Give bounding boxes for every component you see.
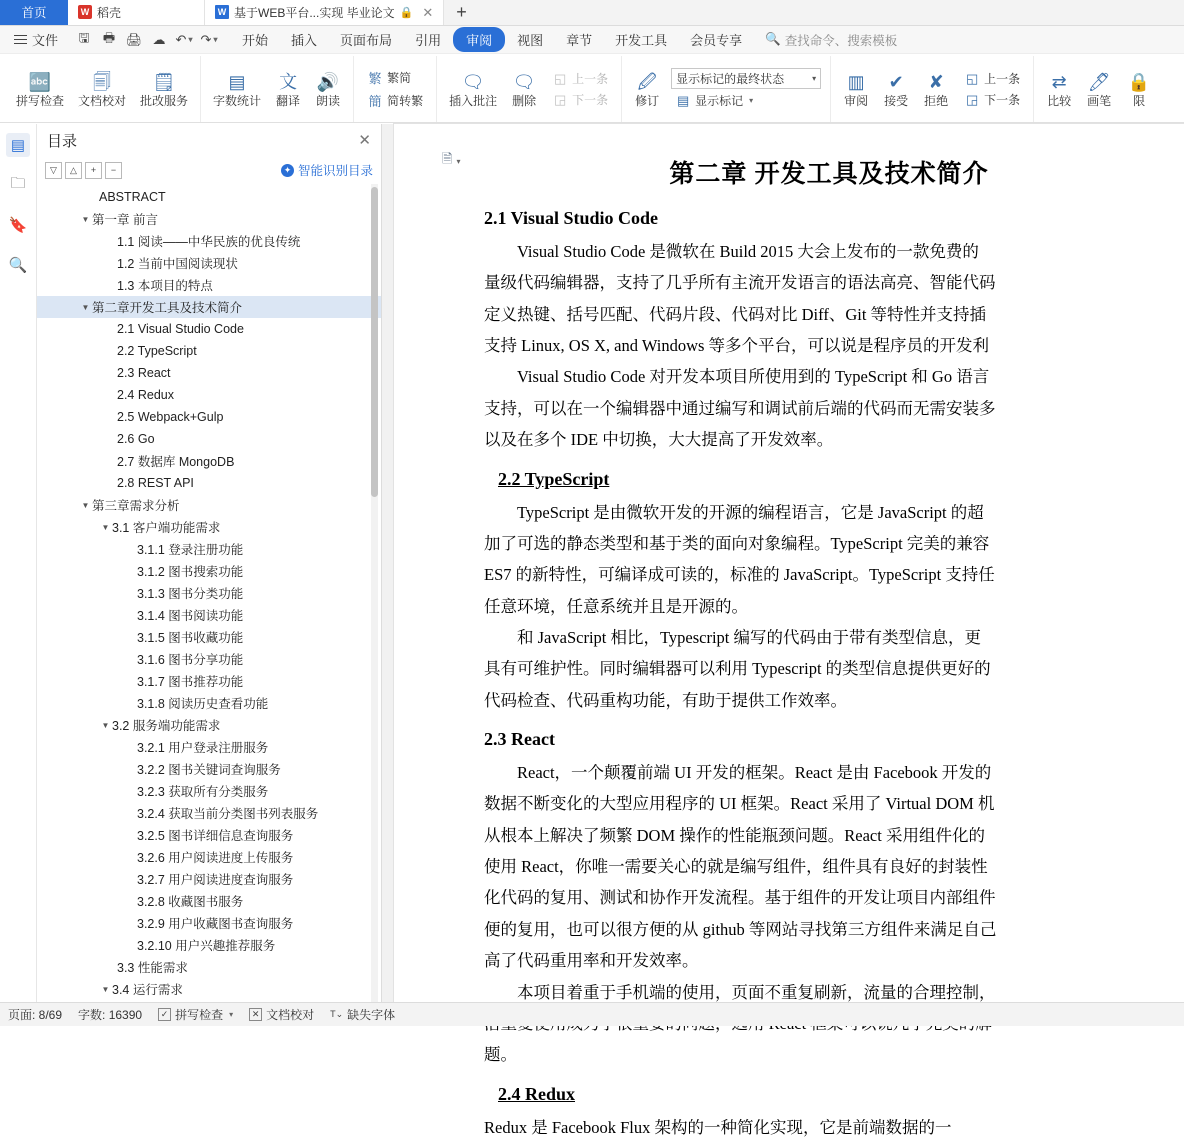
outline-item[interactable] <box>37 472 381 494</box>
spellcheck-status-button[interactable] <box>158 1006 233 1023</box>
outline-item[interactable] <box>37 494 381 516</box>
paragraph: 代码检查、代码重构功能，有助于提供工作效率。 <box>484 690 847 710</box>
document-proofread-label: 文档校对 <box>78 93 127 108</box>
outline-item[interactable] <box>37 604 381 626</box>
translate-icon: 文 <box>279 71 298 92</box>
outline-item-label: 2.2 TypeScript <box>117 344 197 358</box>
ribbon-group-comments <box>437 56 622 122</box>
spellcheck-icon: 🔤 <box>28 71 52 92</box>
paragraph: 支持，可以在一个编辑器中通过编写和调试前后端的代码而无需安装多 <box>484 398 996 418</box>
outline-item[interactable] <box>37 582 381 604</box>
heading-2-2-label: 2.2 TypeScript <box>498 468 610 489</box>
outline-item[interactable] <box>37 560 381 582</box>
tab-bar <box>0 0 1184 26</box>
tab-review[interactable]: 审阅 <box>453 27 505 52</box>
paragraph: React，一个颠覆前端 UI 开发的框架。React 是由 Facebook 开发的 <box>517 763 992 783</box>
word-count-indicator: 字数: 16390 <box>78 1008 143 1022</box>
outline-item[interactable] <box>37 406 381 428</box>
prev-comment-button[interactable] <box>548 69 612 88</box>
paragraph: 高了代码重用率和开发效率。 <box>484 951 699 971</box>
outline-item-label: 3.1.1 登录注册功能 <box>137 543 244 557</box>
outline-item-label: 3.2.4 获取当前分类图书列表服务 <box>137 807 319 821</box>
word-count-button[interactable] <box>206 56 268 122</box>
delete-comment-label: 删除 <box>512 93 537 108</box>
ribbon-group-language <box>201 56 354 122</box>
chevron-down-icon: ▾ <box>229 1010 234 1019</box>
lock-icon[interactable]: 🔒 <box>399 6 414 19</box>
paragraph: ES7 的新特性，可编译成可读的，标准的 JavaScript。TypeScript 支持任 <box>484 565 995 585</box>
missing-font-status-button[interactable] <box>330 1006 395 1023</box>
outline-item[interactable] <box>37 384 381 406</box>
paragraph: 化代码的复用、测试和协作开发流程。基于组件的开发让项目内部组件 <box>484 888 996 908</box>
outline-list[interactable] <box>37 184 381 1002</box>
tab-chapter[interactable]: 章节 <box>566 33 593 48</box>
chevron-down-icon: ▾ <box>456 156 461 166</box>
document-compare-status-label: 文档校对 <box>266 1008 315 1022</box>
grading-service-label: 批改服务 <box>140 93 189 108</box>
status-bar <box>0 1002 1184 1026</box>
outline-header <box>37 124 381 156</box>
tab-document[interactable] <box>205 0 444 25</box>
paragraph: Visual Studio Code 对开发本项目所使用到的 TypeScript 和 Go 语言 <box>517 367 990 387</box>
outline-panel-icon[interactable]: ▤ <box>6 133 30 157</box>
paragraph: 便的复用，也可以很方便的从 github 等网站寻找第三方组件来满足自己 <box>484 919 997 939</box>
outline-item-label: 2.8 REST API <box>117 476 194 490</box>
tab-insert[interactable]: 插入 <box>291 33 318 48</box>
outline-item[interactable] <box>37 516 381 538</box>
paragraph: TypeScript 是由微软开发的开源的编程语言，它是 JavaScript 的超 <box>517 502 984 522</box>
simp-to-trad-button[interactable] <box>363 90 427 111</box>
menu-bar <box>0 26 1184 54</box>
print-preview-icon[interactable]: 🖶 <box>102 29 116 45</box>
track-changes-label: 修订 <box>635 93 660 108</box>
restrict-edit-label: 限 <box>1133 93 1146 108</box>
read-aloud-button[interactable] <box>308 56 348 122</box>
pen-icon: 🖊 <box>1087 71 1111 92</box>
spellcheck-label: 拼写检查 <box>16 93 65 108</box>
outline-item-label: 3.2.3 获取所有分类服务 <box>137 785 269 799</box>
outline-item-label: 第一章 前言 <box>92 213 158 227</box>
paragraph: 数据不断变化的大型应用程序的 UI 框架。React 采用了 Virtual DOM 机 <box>484 794 995 814</box>
outline-item[interactable] <box>37 758 381 780</box>
ribbon-group-tracking <box>622 56 831 122</box>
folder-icon[interactable]: 🗀 <box>10 174 26 192</box>
prev-comment-label: 上一条 <box>572 72 609 86</box>
outline-item[interactable] <box>37 736 381 758</box>
tab-home-label: 首页 <box>21 6 47 20</box>
delete-comment-icon: 🗨 <box>512 71 536 92</box>
heading-2-2 <box>498 469 1174 490</box>
outline-item[interactable] <box>37 890 381 912</box>
chevron-down-icon: ▾ <box>812 74 817 83</box>
outline-item-selected[interactable] <box>37 296 381 318</box>
outline-item-label: 3.2.1 用户登录注册服务 <box>137 741 269 755</box>
track-changes-button[interactable] <box>627 56 667 122</box>
outline-item-label: 3.2.6 用户阅读进度上传服务 <box>137 851 294 865</box>
outline-item[interactable] <box>37 318 381 340</box>
outline-item[interactable] <box>37 692 381 714</box>
heading-2-1: 2.1 Visual Studio Code <box>484 208 659 228</box>
demote-icon[interactable]: − <box>105 162 122 179</box>
tab-page-layout[interactable]: 页面布局 <box>340 33 393 48</box>
outline-item[interactable] <box>37 780 381 802</box>
next-change-label: 下一条 <box>984 93 1021 107</box>
outline-item[interactable] <box>37 956 381 978</box>
outline-item-label: 第三章需求分析 <box>92 499 180 513</box>
review-pane-button[interactable] <box>836 56 876 122</box>
compare-icon: ✕ <box>249 1008 262 1021</box>
outline-item-label: 第二章开发工具及技术简介 <box>92 301 243 315</box>
tab-document-label: 基于WEB平台...实现 毕业论文 <box>234 5 395 20</box>
document-area[interactable] <box>382 124 1184 1137</box>
chevron-down-icon: ▾ <box>749 96 754 105</box>
paragraph: 以及在多个 IDE 中切换，大大提高了开发效率。 <box>484 430 834 450</box>
smart-toc-button[interactable] <box>281 161 373 179</box>
outline-item-label: 3.2 服务端功能需求 <box>112 719 221 733</box>
reject-icon: ✘ <box>928 71 944 92</box>
ribbon-group-compare <box>1034 56 1164 122</box>
save-icon[interactable]: 🖫 <box>78 29 90 45</box>
quick-access-toolbar <box>72 29 221 51</box>
redo-icon[interactable]: ↷ ▾ <box>200 31 218 47</box>
outline-item[interactable] <box>37 934 381 956</box>
outline-item[interactable] <box>37 340 381 362</box>
outline-item-label: 3.3 性能需求 <box>117 961 188 975</box>
command-search[interactable] <box>765 31 897 49</box>
pen-label: 画笔 <box>1087 93 1112 108</box>
readaloud-icon: 🔊 <box>316 71 340 92</box>
trad-simp-label: 繁简 <box>387 71 412 85</box>
chevron-down-icon[interactable]: ▼ <box>81 214 90 224</box>
page-mark-button[interactable] <box>442 150 460 172</box>
outline-item-label: 3.1.8 阅读历史查看功能 <box>137 697 269 711</box>
word-count-label: 字数统计 <box>213 93 262 108</box>
outline-item[interactable] <box>37 670 381 692</box>
outline-item[interactable] <box>37 978 381 1000</box>
outline-pane <box>37 124 382 1002</box>
ribbon-group-changes <box>831 56 1034 122</box>
grading-icon: 🗒 <box>152 71 176 92</box>
proofread-icon: 🗐 <box>93 71 112 92</box>
outline-item[interactable] <box>37 428 381 450</box>
reject-label: 拒绝 <box>924 93 949 108</box>
simp-to-trad-icon: 簡 <box>368 94 382 109</box>
prev-change-label: 上一条 <box>984 72 1021 86</box>
new-comment-icon: 🗨 <box>461 71 485 92</box>
outline-item[interactable] <box>37 208 381 230</box>
outline-item-label: 1.2 当前中国阅读现状 <box>117 257 238 271</box>
left-rail <box>0 124 37 1002</box>
markup-state-value: 显示标记的最终状态 <box>676 72 785 86</box>
tab-developer-tools[interactable]: 开发工具 <box>615 33 668 48</box>
next-comment-icon: ◲ <box>553 91 567 107</box>
document-page[interactable] <box>394 124 1184 1137</box>
font-icon: T⌄ <box>330 1009 344 1019</box>
file-menu-label: 文件 <box>32 33 59 48</box>
insert-comment-label: 插入批注 <box>449 93 498 108</box>
review-pane-icon: ▥ <box>847 71 865 92</box>
outline-item-label: 3.2.7 用户阅读进度查询服务 <box>137 873 294 887</box>
outline-item-label: 3.2.10 用户兴趣推荐服务 <box>137 939 276 953</box>
translate-button[interactable] <box>268 56 308 122</box>
tab-docer[interactable] <box>68 0 205 25</box>
paragraph: 量级代码编辑器，支持了几乎所有主流开发语言的语法高亮、智能代码 <box>484 273 996 293</box>
outline-item[interactable] <box>37 186 381 208</box>
paragraph: 任意环境，任意系统并且是开源的。 <box>484 596 748 616</box>
heading-2-3: 2.3 React <box>484 729 555 750</box>
print-icon[interactable]: 🖨 <box>125 31 143 47</box>
next-change-icon: ◲ <box>965 91 979 107</box>
wordcount-icon: ▤ <box>228 71 246 92</box>
outline-item[interactable] <box>37 802 381 824</box>
outline-item-label: 3.2.9 用户收藏图书查询服务 <box>137 917 294 931</box>
outline-item-label: 3.1.4 图书阅读功能 <box>137 609 244 623</box>
accept-icon: ✔ <box>888 71 904 92</box>
translate-label: 翻译 <box>276 93 301 108</box>
tab-references[interactable]: 引用 <box>415 33 442 48</box>
smart-toc-label: 智能识别目录 <box>297 164 373 178</box>
page-mark-icon: 🗎 <box>442 151 453 166</box>
ribbon-tabs <box>231 27 753 52</box>
spellcheck-icon: ✓ <box>158 1008 171 1021</box>
accept-button[interactable] <box>876 56 916 122</box>
hamburger-icon <box>14 32 27 47</box>
tab-docer-label: 稻壳 <box>97 5 122 20</box>
trad-simp-button[interactable] <box>363 67 427 88</box>
search-icon: 🔍 <box>765 32 781 46</box>
show-markup-label: 显示标记 <box>695 94 744 108</box>
undo-icon[interactable]: ↶ ▾ <box>175 31 193 47</box>
outline-item[interactable] <box>37 450 381 472</box>
trad-simp-icon: 繁 <box>368 71 382 86</box>
show-markup-icon: ▤ <box>676 92 690 108</box>
outline-item-label: 2.7 数据库 MongoDB <box>117 455 235 469</box>
outline-item[interactable] <box>37 824 381 846</box>
read-aloud-label: 朗读 <box>316 93 341 108</box>
outline-item-label: 3.1.6 图书分享功能 <box>137 653 244 667</box>
outline-item[interactable] <box>37 274 381 296</box>
bookmark-icon[interactable]: 🔖 <box>8 217 28 234</box>
paragraph: 定义热键、括号匹配、代码片段、代码对比 Diff、Git 等特性并支持插 <box>484 304 987 324</box>
close-icon[interactable]: ✕ <box>358 132 371 149</box>
new-tab-button[interactable]: + <box>456 2 467 22</box>
paragraph: 使用 React，你唯一需要关心的就是编写组件，组件具有良好的封装性 <box>484 857 988 877</box>
accept-label: 接受 <box>884 93 909 108</box>
ribbon <box>0 54 1184 123</box>
spellcheck-button[interactable] <box>9 56 71 122</box>
promote-icon[interactable]: + <box>85 162 102 179</box>
outline-scrollbar-thumb[interactable] <box>371 187 378 497</box>
outline-item-label: 2.3 React <box>117 366 171 380</box>
chevron-down-icon[interactable]: ▼ <box>101 522 110 532</box>
insert-comment-button[interactable] <box>442 56 504 122</box>
outline-item[interactable] <box>37 714 381 736</box>
chevron-down-icon[interactable]: ▼ <box>101 984 110 994</box>
show-markup-button[interactable] <box>671 91 821 110</box>
smart-toc-icon: ✦ <box>281 164 294 177</box>
command-search-placeholder: 查找命令、搜索模板 <box>784 33 898 48</box>
outline-item-label: 3.2.2 图书关键词查询服务 <box>137 763 281 777</box>
paragraph: 本项目着重于手机端的使用，页面不重复刷新，流量的合理控制， <box>517 982 996 1002</box>
outline-item[interactable] <box>37 868 381 890</box>
outline-item-label: 2.4 Redux <box>117 388 174 402</box>
missing-font-status-label: 缺失字体 <box>347 1008 396 1022</box>
outline-item[interactable] <box>37 912 381 934</box>
simp-to-trad-label: 简转繁 <box>387 94 424 108</box>
prev-comment-icon: ◱ <box>553 70 567 86</box>
outline-item[interactable] <box>37 538 381 560</box>
word-doc-icon: W <box>215 5 229 19</box>
document-proofread-button[interactable] <box>71 56 133 122</box>
collapse-all-icon[interactable]: ▽ <box>45 162 62 179</box>
ribbon-group-chinese-conversion <box>354 56 437 122</box>
outline-item-label: 3.1.5 图书收藏功能 <box>137 631 244 645</box>
grading-service-button[interactable] <box>133 56 195 122</box>
track-changes-icon: 🖉 <box>637 71 657 92</box>
paragraph: 和 JavaScript 相比，Typescript 编写的代码由于带有类型信息，更 <box>517 627 982 647</box>
paragraph: Visual Studio Code 是微软在 Build 2015 大会上发布的一款免费的 <box>517 242 979 261</box>
next-comment-label: 下一条 <box>572 93 609 107</box>
outline-item[interactable] <box>37 626 381 648</box>
review-pane-label: 审阅 <box>844 93 869 108</box>
outline-item[interactable] <box>37 648 381 670</box>
outline-item[interactable] <box>37 230 381 252</box>
outline-item[interactable] <box>37 362 381 384</box>
tab-view[interactable]: 视图 <box>517 33 544 48</box>
paragraph: 支持 Linux, OS X, and Windows 等多个平台，可以说是程序员的开发利 <box>484 336 990 356</box>
paragraph: 从根本上解决了频繁 DOM 操作的性能瓶颈问题。React 采用组件化的 <box>484 825 985 845</box>
restrict-edit-icon: 🔒 <box>1127 71 1151 92</box>
tab-start[interactable]: 开始 <box>242 33 269 48</box>
outline-item-label: 3.1.2 图书搜索功能 <box>137 565 244 579</box>
paragraph: Redux 是 Facebook Flux 架构的一种简化实现，它是前端数据的一 <box>484 1117 952 1137</box>
next-change-button[interactable] <box>960 90 1024 109</box>
outline-item-label: 3.1.3 图书分类功能 <box>137 587 244 601</box>
chevron-down-icon[interactable]: ▼ <box>81 302 90 312</box>
restrict-edit-button[interactable] <box>1119 56 1159 122</box>
outline-item-label: 2.5 Webpack+Gulp <box>117 410 224 424</box>
reject-button[interactable] <box>916 56 956 122</box>
paragraph: 题。 <box>484 1045 517 1065</box>
file-menu-button[interactable] <box>6 28 66 51</box>
outline-item[interactable] <box>37 252 381 274</box>
prev-change-button[interactable] <box>960 69 1024 88</box>
paragraph: 具有可维护性。同时编辑器可以利用 Typescript 的类型信息提供更好的 <box>484 659 991 679</box>
document-compare-status-button[interactable] <box>249 1006 314 1023</box>
spellcheck-status-label: 拼写检查 <box>175 1008 224 1022</box>
outline-item-label: 3.2.5 图书详细信息查询服务 <box>137 829 294 843</box>
paragraph: 加了可选的静态类型和基于类的面向对象编程。TypeScript 完美的兼容 <box>484 533 990 553</box>
tab-home[interactable] <box>0 0 68 25</box>
ribbon-group-proofing <box>4 56 201 122</box>
outline-item-label: 3.4 运行需求 <box>112 983 183 997</box>
page-title: 第二章 开发工具及技术简介 <box>669 161 989 188</box>
compare-button[interactable] <box>1039 56 1079 122</box>
compare-icon: ⇄ <box>1051 71 1067 92</box>
outline-item-label: 2.1 Visual Studio Code <box>117 322 244 336</box>
outline-item-label: 1.3 本项目的特点 <box>117 279 213 293</box>
prev-change-icon: ◱ <box>965 70 979 86</box>
search-icon[interactable]: 🔍 <box>8 257 28 274</box>
outline-toolbar <box>37 156 381 184</box>
pen-button[interactable] <box>1079 56 1119 122</box>
chevron-down-icon[interactable]: ▼ <box>81 500 90 510</box>
outline-item-label: 2.6 Go <box>117 432 155 446</box>
tab-close-icon[interactable]: ✕ <box>422 4 434 20</box>
outline-item-label: 3.1.7 图书推荐功能 <box>137 675 244 689</box>
outline-item-label: 3.1 客户端功能需求 <box>112 521 221 535</box>
heading-2-4-label: 2.4 Redux <box>498 1083 576 1104</box>
markup-state-combobox[interactable] <box>671 68 821 89</box>
outline-item[interactable] <box>37 846 381 868</box>
outline-item-label: ABSTRACT <box>99 190 166 204</box>
page-indicator: 页面: 8/69 <box>8 1008 63 1022</box>
heading-2-4 <box>498 1084 1174 1105</box>
outline-title: 目录 <box>47 132 78 150</box>
next-comment-button[interactable] <box>548 90 612 109</box>
compare-label: 比较 <box>1047 93 1072 108</box>
tab-member-exclusive[interactable]: 会员专享 <box>690 33 743 48</box>
chevron-down-icon[interactable]: ▼ <box>101 720 110 730</box>
outline-item-label: 3.2.8 收藏图书服务 <box>137 895 244 909</box>
cloud-sync-icon[interactable]: ☁ <box>152 31 166 47</box>
delete-comment-button[interactable] <box>504 56 544 122</box>
outline-item-label: 1.1 阅读——中华民族的优良传统 <box>117 235 301 249</box>
wps-docer-icon: W <box>78 5 92 19</box>
expand-all-icon[interactable]: △ <box>65 162 82 179</box>
